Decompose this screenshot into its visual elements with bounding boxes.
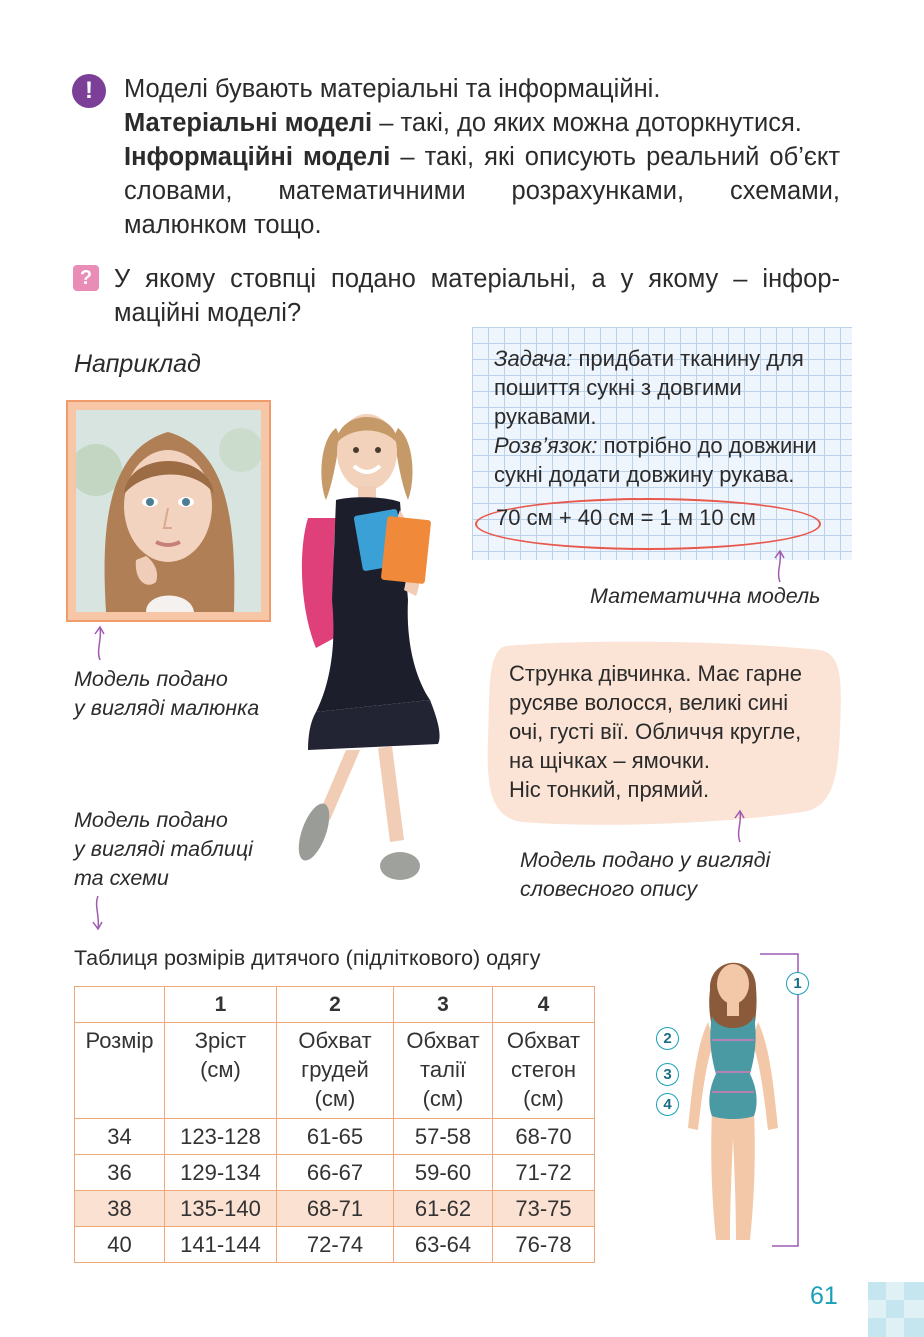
table-cell: 63-64 — [394, 1227, 493, 1263]
table-cell: 68-70 — [493, 1119, 595, 1155]
girl-with-books-photo — [280, 400, 460, 890]
information-term: Інформаційні моделі — [124, 143, 391, 171]
question-text: У якому стовпці подано матеріальні, а у якому – інфор-маційні моделі? — [114, 265, 840, 327]
hips-label: 4 — [656, 1093, 679, 1116]
table-cell: 34 — [75, 1119, 165, 1155]
picture-model-caption — [74, 665, 259, 723]
table-model-caption-line-3: та схеми — [74, 866, 169, 890]
table-title: Таблиця розмірів дитячого (підліткового) одягу — [74, 946, 541, 970]
table-cell: 1 — [165, 987, 277, 1023]
table-header-cell: Зріст (см) — [165, 1023, 277, 1119]
portrait-picture — [66, 400, 271, 622]
exclamation-icon: ! — [72, 74, 106, 108]
page-number: 61 — [810, 1282, 838, 1310]
question-icon: ? — [73, 265, 99, 291]
picture-model-caption-line-2: у вигляді малюнка — [74, 696, 260, 720]
material-definition — [124, 106, 840, 140]
table-cell: 61-65 — [277, 1119, 394, 1155]
body-measurement-figure — [672, 950, 812, 1250]
solution-body: потрібно до довжини сукні додати довжину рукава. — [494, 433, 817, 487]
arrow-up-portrait-icon — [90, 624, 110, 662]
table-header-cell: Обхват талії (см) — [394, 1023, 493, 1119]
table-header-cell: Обхват грудей (см) — [277, 1023, 394, 1119]
information-def: – такі, які описують реальний об’єкт словами, математичними розрахунками, схемами, малюнком тощо. — [124, 143, 840, 239]
description-line-1: Струнка дівчинка. Має гарне — [509, 661, 802, 686]
picture-model-caption-line-1: Модель подано — [74, 667, 228, 691]
table-cell: 4 — [493, 987, 595, 1023]
description-line-4: на щічках – ямочки. — [509, 748, 711, 773]
table-cell: 123-128 — [165, 1119, 277, 1155]
material-def: – такі, до яких можна доторкнутися. — [372, 109, 802, 137]
description-line-3: очі, густі вії. Обличчя кругле, — [509, 719, 802, 744]
table-cell: 71-72 — [493, 1155, 595, 1191]
example-label: Наприклад — [74, 350, 201, 378]
table-cell: 2 — [277, 987, 394, 1023]
table-cell: 135-140 — [165, 1191, 277, 1227]
verbal-model-caption-line-1: Модель подано у вигляді — [520, 848, 771, 872]
portrait-image — [76, 410, 261, 612]
material-term: Матеріальні моделі — [124, 109, 373, 137]
table-cell: 36 — [75, 1155, 165, 1191]
description-line-5: Ніс тонкий, прямий. — [509, 777, 710, 802]
arrow-down-table-icon — [88, 894, 108, 932]
table-cell: 38 — [75, 1191, 165, 1227]
table-cell: 40 — [75, 1227, 165, 1263]
table-row-highlighted — [75, 1191, 595, 1227]
table-cell: 68-71 — [277, 1191, 394, 1227]
table-model-caption — [74, 806, 253, 893]
formula-text: 70 см + 40 см = 1 м 10 см — [496, 505, 756, 530]
sizes-table — [74, 986, 595, 1263]
table-cell: 61-62 — [394, 1191, 493, 1227]
corner-decoration — [868, 1282, 924, 1337]
chest-label: 2 — [656, 1027, 679, 1050]
task-body: придбати тканину для пошиття сукні з довгими рукавами. — [494, 346, 804, 429]
table-cell: 72-74 — [277, 1227, 394, 1263]
verbal-model-caption-line-2: словесного опису — [520, 877, 698, 901]
solution-label: Розв’язок: — [494, 433, 598, 458]
task-label: Задача: — [494, 346, 573, 371]
table-header-cell: Розмір — [75, 1023, 165, 1119]
girl-portrait-illustration — [76, 410, 261, 612]
info-line-1: Моделі бувають матеріальні та інформаційні. — [124, 75, 661, 103]
verbal-model-caption — [520, 846, 770, 904]
table-cell: 3 — [394, 987, 493, 1023]
table-row — [75, 1227, 595, 1263]
table-cell: 66-67 — [277, 1155, 394, 1191]
table-cell: 141-144 — [165, 1227, 277, 1263]
arrow-up-verbal-icon — [730, 808, 750, 844]
height-label: 1 — [786, 972, 809, 995]
table-header-row — [75, 1023, 595, 1119]
table-cell: 76-78 — [493, 1227, 595, 1263]
table-cell: 59-60 — [394, 1155, 493, 1191]
description-text — [509, 659, 829, 804]
table-cell: 129-134 — [165, 1155, 277, 1191]
table-row — [75, 1155, 595, 1191]
description-line-2: русяве волосся, великі сині — [509, 690, 789, 715]
table-cell — [75, 987, 165, 1023]
task-text — [494, 344, 844, 489]
table-cell: 57-58 — [394, 1119, 493, 1155]
table-header-cell: Обхват стегон (см) — [493, 1023, 595, 1119]
math-model-caption: Математична модель — [590, 584, 821, 608]
table-cell: 73-75 — [493, 1191, 595, 1227]
info-paragraph — [124, 72, 840, 242]
waist-label: 3 — [656, 1063, 679, 1086]
arrow-up-math-icon — [770, 548, 790, 584]
table-model-caption-line-1: Модель подано — [74, 808, 228, 832]
table-model-caption-line-2: у вигляді таблиці — [74, 837, 253, 861]
table-row — [75, 1119, 595, 1155]
table-number-row — [75, 987, 595, 1023]
information-definition — [124, 140, 840, 242]
